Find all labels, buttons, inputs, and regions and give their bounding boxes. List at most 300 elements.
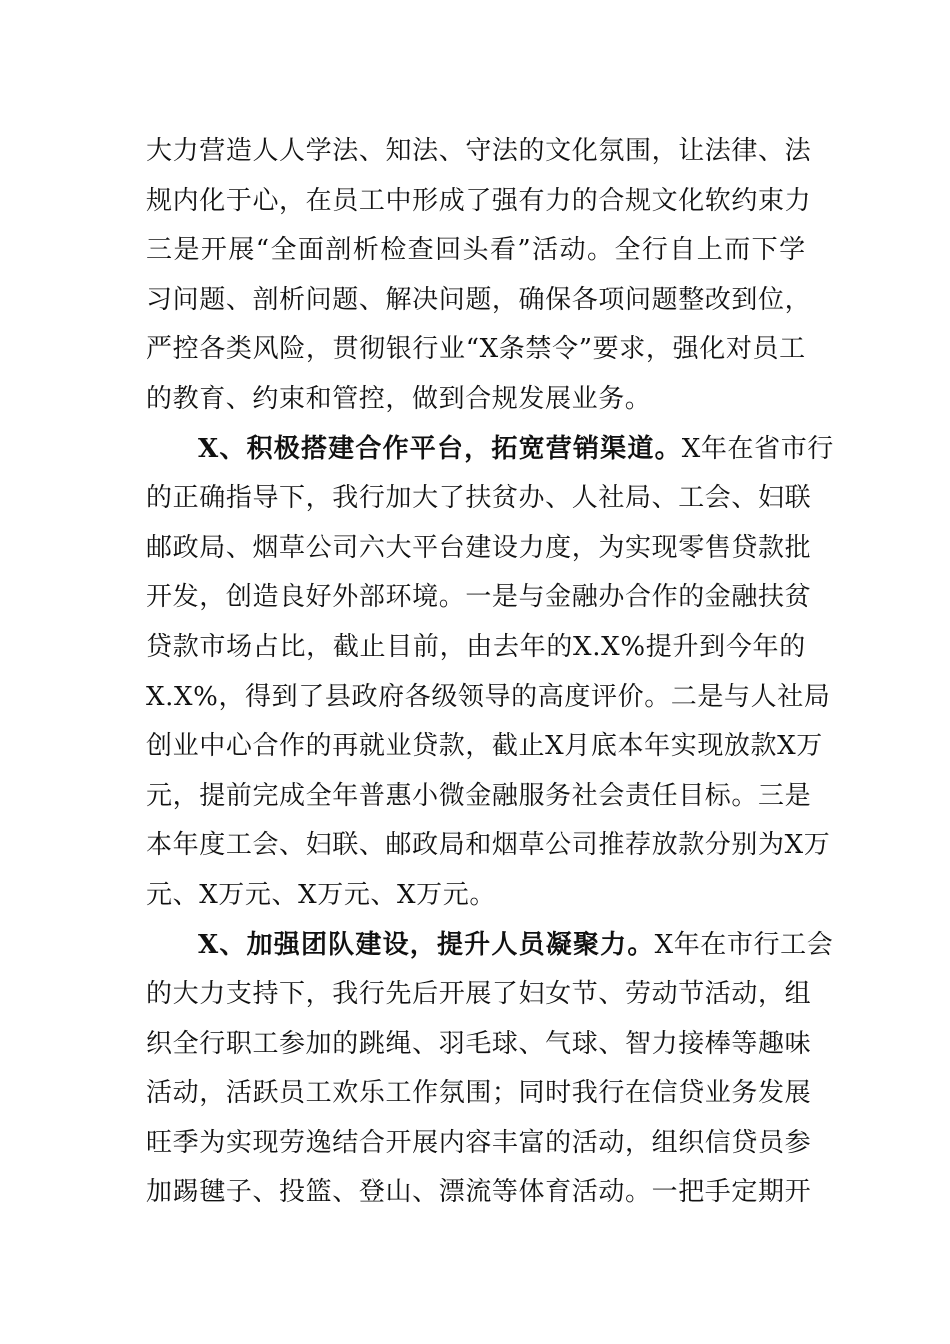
glyph: 公 xyxy=(545,830,572,861)
glyph: 容 xyxy=(465,1127,492,1158)
text-line xyxy=(146,871,806,921)
glyph: 剖 xyxy=(325,235,352,266)
glyph: 围 xyxy=(624,136,652,166)
glyph: 业 xyxy=(385,731,413,762)
text-line xyxy=(146,226,806,276)
glyph: 动 xyxy=(559,235,587,266)
glyph: 面 xyxy=(297,235,325,266)
glyph: ； xyxy=(491,1078,519,1109)
glyph: 的 xyxy=(545,1127,572,1158)
glyph: 约 xyxy=(731,185,759,216)
glyph: 学 xyxy=(305,136,333,166)
glyph: 政 xyxy=(351,681,379,712)
glyph: 加 xyxy=(385,483,413,514)
glyph: 与 xyxy=(518,582,546,613)
glyph: 类 xyxy=(225,334,253,365)
glyph: 是 xyxy=(784,780,812,811)
glyph: 放 xyxy=(723,731,751,762)
glyph: 年 xyxy=(644,731,671,762)
glyph: 化 xyxy=(678,185,705,216)
glyph: 发 xyxy=(172,582,200,613)
glyph: 贫 xyxy=(491,483,519,514)
glyph: 年 xyxy=(752,631,780,662)
glyph: . xyxy=(592,631,602,662)
glyph: 导 xyxy=(484,681,512,712)
text-line xyxy=(146,673,831,723)
glyph: 导 xyxy=(252,483,280,514)
glyph: ， xyxy=(651,136,679,166)
glyph: 下 xyxy=(279,979,306,1010)
glyph: 各 xyxy=(404,681,432,712)
glyph: 信 xyxy=(651,1078,679,1109)
glyph: 妇 xyxy=(305,830,333,861)
glyph: 联 xyxy=(332,830,359,861)
glyph: 强 xyxy=(672,334,700,365)
glyph: % xyxy=(193,681,219,712)
glyph: 。 xyxy=(624,1177,652,1208)
glyph: 底 xyxy=(590,731,618,762)
glyph: 妇 xyxy=(518,979,546,1010)
glyph: 员 xyxy=(279,1078,306,1109)
glyph: 合 xyxy=(598,185,625,216)
glyph: 标 xyxy=(704,780,732,811)
glyph: 投 xyxy=(279,1177,306,1208)
glyph: 劳 xyxy=(624,979,652,1010)
glyph: 育 xyxy=(545,1177,572,1208)
glyph: 截 xyxy=(332,631,360,662)
glyph: 、 xyxy=(279,830,306,861)
glyph: 六 xyxy=(358,532,386,563)
glyph: 。 xyxy=(587,235,614,266)
glyph: 力 xyxy=(784,185,812,216)
glyph: 融 xyxy=(571,582,599,613)
glyph: 邮 xyxy=(146,532,173,563)
glyph: 高 xyxy=(537,681,565,712)
glyph: 条 xyxy=(498,334,526,365)
glyph: 万 xyxy=(796,731,823,762)
glyph: 工 xyxy=(305,1078,333,1109)
glyph: 软 xyxy=(704,185,732,216)
glyph: 正 xyxy=(172,483,200,514)
glyph: 平 xyxy=(412,532,439,563)
glyph: 境 xyxy=(412,582,439,613)
glyph: 时 xyxy=(545,1078,572,1109)
glyph: 决 xyxy=(412,284,439,315)
glyph: 邮 xyxy=(385,830,413,861)
glyph: 束 xyxy=(758,185,785,216)
glyph: 加 xyxy=(305,1028,333,1059)
glyph: 批 xyxy=(784,532,812,563)
glyph: 公 xyxy=(305,532,333,563)
glyph: 金 xyxy=(545,582,572,613)
glyph: 检 xyxy=(380,235,407,266)
glyph: 行 xyxy=(358,483,386,514)
glyph: 、 xyxy=(332,1177,359,1208)
text-line xyxy=(146,722,823,772)
glyph: 是 xyxy=(173,235,201,266)
glyph: 工 xyxy=(678,483,705,514)
glyph: 开 xyxy=(146,582,173,613)
glyph: 中 xyxy=(199,731,226,762)
glyph: 化 xyxy=(199,185,226,216)
glyph: 联 xyxy=(784,483,812,514)
glyph: 实 xyxy=(624,532,652,563)
glyph: 一 xyxy=(651,1177,679,1208)
glyph: 严 xyxy=(146,334,173,365)
glyph: 前 xyxy=(225,780,253,811)
glyph: 为 xyxy=(199,1127,226,1158)
glyph: 在 xyxy=(624,1078,652,1109)
glyph: 指 xyxy=(225,483,253,514)
glyph: 题 xyxy=(465,284,492,315)
glyph: 工 xyxy=(252,1028,280,1059)
glyph: 务 xyxy=(731,1078,759,1109)
glyph: 营 xyxy=(199,136,226,166)
glyph: 围 xyxy=(465,1078,492,1109)
glyph: 风 xyxy=(252,334,280,365)
glyph: 了 xyxy=(491,979,519,1010)
glyph: 。 xyxy=(438,582,466,613)
glyph: 合 xyxy=(252,731,280,762)
glyph: 项 xyxy=(598,284,625,315)
glyph: 级 xyxy=(431,681,458,712)
glyph: 度 xyxy=(564,681,591,712)
glyph: 保 xyxy=(545,284,572,315)
glyph: 流 xyxy=(465,1177,492,1208)
glyph: 活 xyxy=(571,1127,599,1158)
glyph: 实 xyxy=(225,1127,253,1158)
glyph: 的 xyxy=(332,1028,359,1059)
glyph: 贷 xyxy=(678,1078,705,1109)
glyph: 中 xyxy=(385,185,413,216)
glyph: 习 xyxy=(146,284,173,315)
glyph: 司 xyxy=(332,532,359,563)
glyph: 问 xyxy=(305,284,333,315)
glyph: 大 xyxy=(146,136,173,166)
glyph: 小 xyxy=(412,780,439,811)
glyph: . xyxy=(165,681,174,712)
glyph: 篮 xyxy=(305,1177,333,1208)
text-line xyxy=(146,821,831,871)
glyph: 动 xyxy=(172,1078,200,1109)
glyph: 持 xyxy=(252,979,280,1010)
glyph: 造 xyxy=(225,136,253,166)
glyph: 到 xyxy=(731,284,759,315)
glyph: ， xyxy=(306,631,333,662)
text-line xyxy=(146,276,812,326)
glyph: 下 xyxy=(279,483,306,514)
glyph: 我 xyxy=(571,1078,599,1109)
glyph: 动 xyxy=(651,979,679,1010)
glyph: 局 xyxy=(438,830,466,861)
glyph: 的 xyxy=(546,631,573,662)
glyph: 活 xyxy=(704,979,732,1010)
glyph: 逸 xyxy=(305,1127,333,1158)
glyph: 踢 xyxy=(172,1177,200,1208)
glyph: X xyxy=(174,681,194,712)
glyph: 服 xyxy=(518,780,546,811)
glyph: 为 xyxy=(598,532,625,563)
glyph: 毽 xyxy=(199,1177,226,1208)
glyph: 局 xyxy=(199,532,226,563)
glyph: 、 xyxy=(651,483,679,514)
glyph: 职 xyxy=(225,1028,253,1059)
glyph: 的 xyxy=(678,582,705,613)
glyph: 行 xyxy=(641,235,669,266)
glyph: 得 xyxy=(245,681,272,712)
text-line xyxy=(146,375,806,425)
glyph: 今 xyxy=(725,631,753,662)
glyph: 问 xyxy=(172,284,200,315)
glyph: 金 xyxy=(704,582,732,613)
glyph: 季 xyxy=(172,1127,200,1158)
glyph: 律 xyxy=(731,136,759,166)
glyph: 目 xyxy=(678,780,705,811)
glyph: 草 xyxy=(279,532,306,563)
glyph: 各 xyxy=(571,284,599,315)
glyph: 看 xyxy=(489,235,517,266)
glyph: ” xyxy=(578,334,593,365)
glyph: 、 xyxy=(358,284,386,315)
glyph: 贫 xyxy=(784,582,812,613)
glyph: 全 xyxy=(172,1028,200,1059)
glyph: 领 xyxy=(457,681,485,712)
glyph: 业 xyxy=(439,334,466,365)
glyph: 是 xyxy=(491,582,519,613)
glyph: 工 xyxy=(779,334,806,365)
glyph: 法 xyxy=(784,136,812,166)
glyph: 三 xyxy=(758,780,785,811)
glyph: 同 xyxy=(518,1078,546,1109)
glyph: 化 xyxy=(699,334,726,365)
glyph: 题 xyxy=(332,284,359,315)
glyph: 业 xyxy=(172,731,200,762)
glyph: 织 xyxy=(678,1127,705,1158)
glyph: 目 xyxy=(386,631,413,662)
glyph: 政 xyxy=(412,830,439,861)
glyph: 对 xyxy=(725,334,753,365)
glyph: 县 xyxy=(324,681,352,712)
glyph: 的 xyxy=(518,136,546,166)
glyph: 的 xyxy=(146,483,173,514)
glyph: 而 xyxy=(724,235,751,266)
glyph: 开 xyxy=(438,979,466,1010)
glyph: 参 xyxy=(784,1127,812,1158)
glyph: 乐 xyxy=(358,1078,386,1109)
glyph: 月 xyxy=(564,731,591,762)
glyph: 创 xyxy=(225,582,253,613)
glyph: 旺 xyxy=(146,1127,173,1158)
glyph: 力 xyxy=(651,1028,679,1059)
glyph: 外 xyxy=(332,582,359,613)
glyph: 人 xyxy=(252,136,280,166)
glyph: 化 xyxy=(571,136,599,166)
glyph: X xyxy=(573,631,593,662)
glyph: 二 xyxy=(670,681,698,712)
glyph: 知 xyxy=(385,136,413,166)
glyph: 劳 xyxy=(279,1127,306,1158)
glyph: 棒 xyxy=(704,1028,732,1059)
text-line xyxy=(146,127,812,177)
glyph: 款 xyxy=(750,731,778,762)
glyph: 文 xyxy=(651,185,679,216)
glyph: 守 xyxy=(465,136,492,166)
section-heading-line xyxy=(146,921,834,971)
glyph: ， xyxy=(199,1078,226,1109)
glyph: ， xyxy=(571,532,599,563)
glyph: 银 xyxy=(385,334,413,365)
glyph: 微 xyxy=(438,780,466,811)
glyph: 在 xyxy=(305,185,333,216)
glyph: 推 xyxy=(598,830,625,861)
glyph: 节 xyxy=(678,979,705,1010)
glyph: 活 xyxy=(225,1078,253,1109)
glyph: 等 xyxy=(491,1177,519,1208)
glyph: 羽 xyxy=(438,1028,466,1059)
glyph: 。 xyxy=(644,681,671,712)
glyph: 现 xyxy=(697,731,724,762)
glyph: 就 xyxy=(358,731,386,762)
glyph: 别 xyxy=(731,830,759,861)
glyph: 评 xyxy=(590,681,618,712)
glyph: 前 xyxy=(412,631,440,662)
glyph: 剖 xyxy=(252,284,280,315)
glyph: 员 xyxy=(758,1127,785,1158)
text-line xyxy=(146,1069,812,1119)
glyph: 再 xyxy=(332,731,359,762)
glyph: 学 xyxy=(779,235,806,266)
glyph: 工 xyxy=(225,830,253,861)
glyph: 问 xyxy=(624,284,652,315)
glyph: 后 xyxy=(412,979,439,1010)
glyph: 析 xyxy=(279,284,306,315)
glyph: 好 xyxy=(305,582,333,613)
glyph: 行 xyxy=(358,979,386,1010)
glyph: ， xyxy=(172,780,200,811)
glyph: 了 xyxy=(465,185,492,216)
glyph: ， xyxy=(439,631,467,662)
glyph: 法 xyxy=(704,136,732,166)
glyph: 的 xyxy=(305,731,333,762)
glyph: 、 xyxy=(225,532,253,563)
glyph: 。 xyxy=(731,780,759,811)
glyph: 成 xyxy=(438,185,466,216)
glyph: 让 xyxy=(678,136,705,166)
glyph: X xyxy=(479,334,499,365)
glyph: 金 xyxy=(465,780,492,811)
glyph: 良 xyxy=(279,582,306,613)
glyph: 规 xyxy=(146,185,173,216)
glyph: 建 xyxy=(465,532,492,563)
glyph: 参 xyxy=(279,1028,306,1059)
glyph: 智 xyxy=(624,1028,652,1059)
glyph: 心 xyxy=(225,731,253,762)
glyph: 升 xyxy=(672,631,700,662)
glyph: 、 xyxy=(731,483,759,514)
glyph: X xyxy=(601,631,621,662)
text-line xyxy=(146,1119,812,1169)
glyph: 创 xyxy=(146,731,173,762)
glyph: 、 xyxy=(252,1177,280,1208)
glyph: 合 xyxy=(624,582,652,613)
document-body xyxy=(146,127,834,1218)
glyph: 内 xyxy=(438,1127,466,1158)
glyph: 元 xyxy=(146,780,173,811)
glyph: 趣 xyxy=(758,1028,785,1059)
glyph: 、 xyxy=(412,1028,439,1059)
glyph: ， xyxy=(199,582,226,613)
glyph: 绳 xyxy=(385,1028,413,1059)
glyph: 规 xyxy=(624,185,652,216)
glyph: 款 xyxy=(438,731,466,762)
glyph: 文 xyxy=(545,136,572,166)
glyph: 草 xyxy=(518,830,546,861)
glyph: 气 xyxy=(545,1028,572,1059)
glyph: 力 xyxy=(518,532,546,563)
glyph: 大 xyxy=(385,532,413,563)
glyph: 位 xyxy=(758,284,785,315)
glyph: 结 xyxy=(332,1127,359,1158)
glyph: 心 xyxy=(252,185,280,216)
glyph: 力 xyxy=(172,136,200,166)
glyph: 、 xyxy=(438,136,466,166)
glyph: 环 xyxy=(385,582,413,613)
glyph: 跃 xyxy=(252,1078,280,1109)
glyph: 漂 xyxy=(438,1177,466,1208)
glyph: 万 xyxy=(803,830,831,861)
glyph: 开 xyxy=(784,1177,812,1208)
glyph: 办 xyxy=(518,483,546,514)
line-text: 元、X万元、X万元、X万元。 xyxy=(146,879,496,910)
glyph: 题 xyxy=(199,284,226,315)
glyph: 实 xyxy=(670,731,698,762)
glyph: 各 xyxy=(199,334,226,365)
glyph: 大 xyxy=(412,483,439,514)
glyph: 人 xyxy=(750,681,778,712)
glyph: ， xyxy=(305,979,333,1010)
glyph: 占 xyxy=(252,631,280,662)
section-first-line-text: X年在市行工会 xyxy=(654,929,834,960)
section-heading: X、加强团队建设，提升人员凝聚力。 xyxy=(198,929,655,960)
glyph: 活 xyxy=(146,1078,173,1109)
glyph: 办 xyxy=(598,582,625,613)
glyph: 会 xyxy=(252,830,280,861)
glyph: 烟 xyxy=(491,830,519,861)
glyph: 全 xyxy=(305,780,333,811)
text-line xyxy=(146,772,812,822)
glyph: 人 xyxy=(279,136,306,166)
glyph: 的 xyxy=(779,631,806,662)
glyph: 三 xyxy=(146,235,173,266)
glyph: 价 xyxy=(617,681,645,712)
glyph: 工 xyxy=(385,1078,413,1109)
glyph: 欢 xyxy=(332,1078,359,1109)
glyph: 扶 xyxy=(465,483,492,514)
glyph: 强 xyxy=(491,185,519,216)
glyph: 贷 xyxy=(731,1127,759,1158)
glyph: 本 xyxy=(617,731,645,762)
glyph: 力 xyxy=(199,979,226,1010)
section-first-line-text: X年在省市行 xyxy=(681,433,834,464)
glyph: ， xyxy=(491,284,519,315)
glyph: 组 xyxy=(784,979,812,1010)
glyph: 到 xyxy=(699,631,726,662)
glyph: 为 xyxy=(758,830,785,861)
glyph: 令 xyxy=(552,334,579,365)
glyph: 工 xyxy=(358,185,386,216)
text-line xyxy=(146,970,812,1020)
glyph: 造 xyxy=(252,582,280,613)
